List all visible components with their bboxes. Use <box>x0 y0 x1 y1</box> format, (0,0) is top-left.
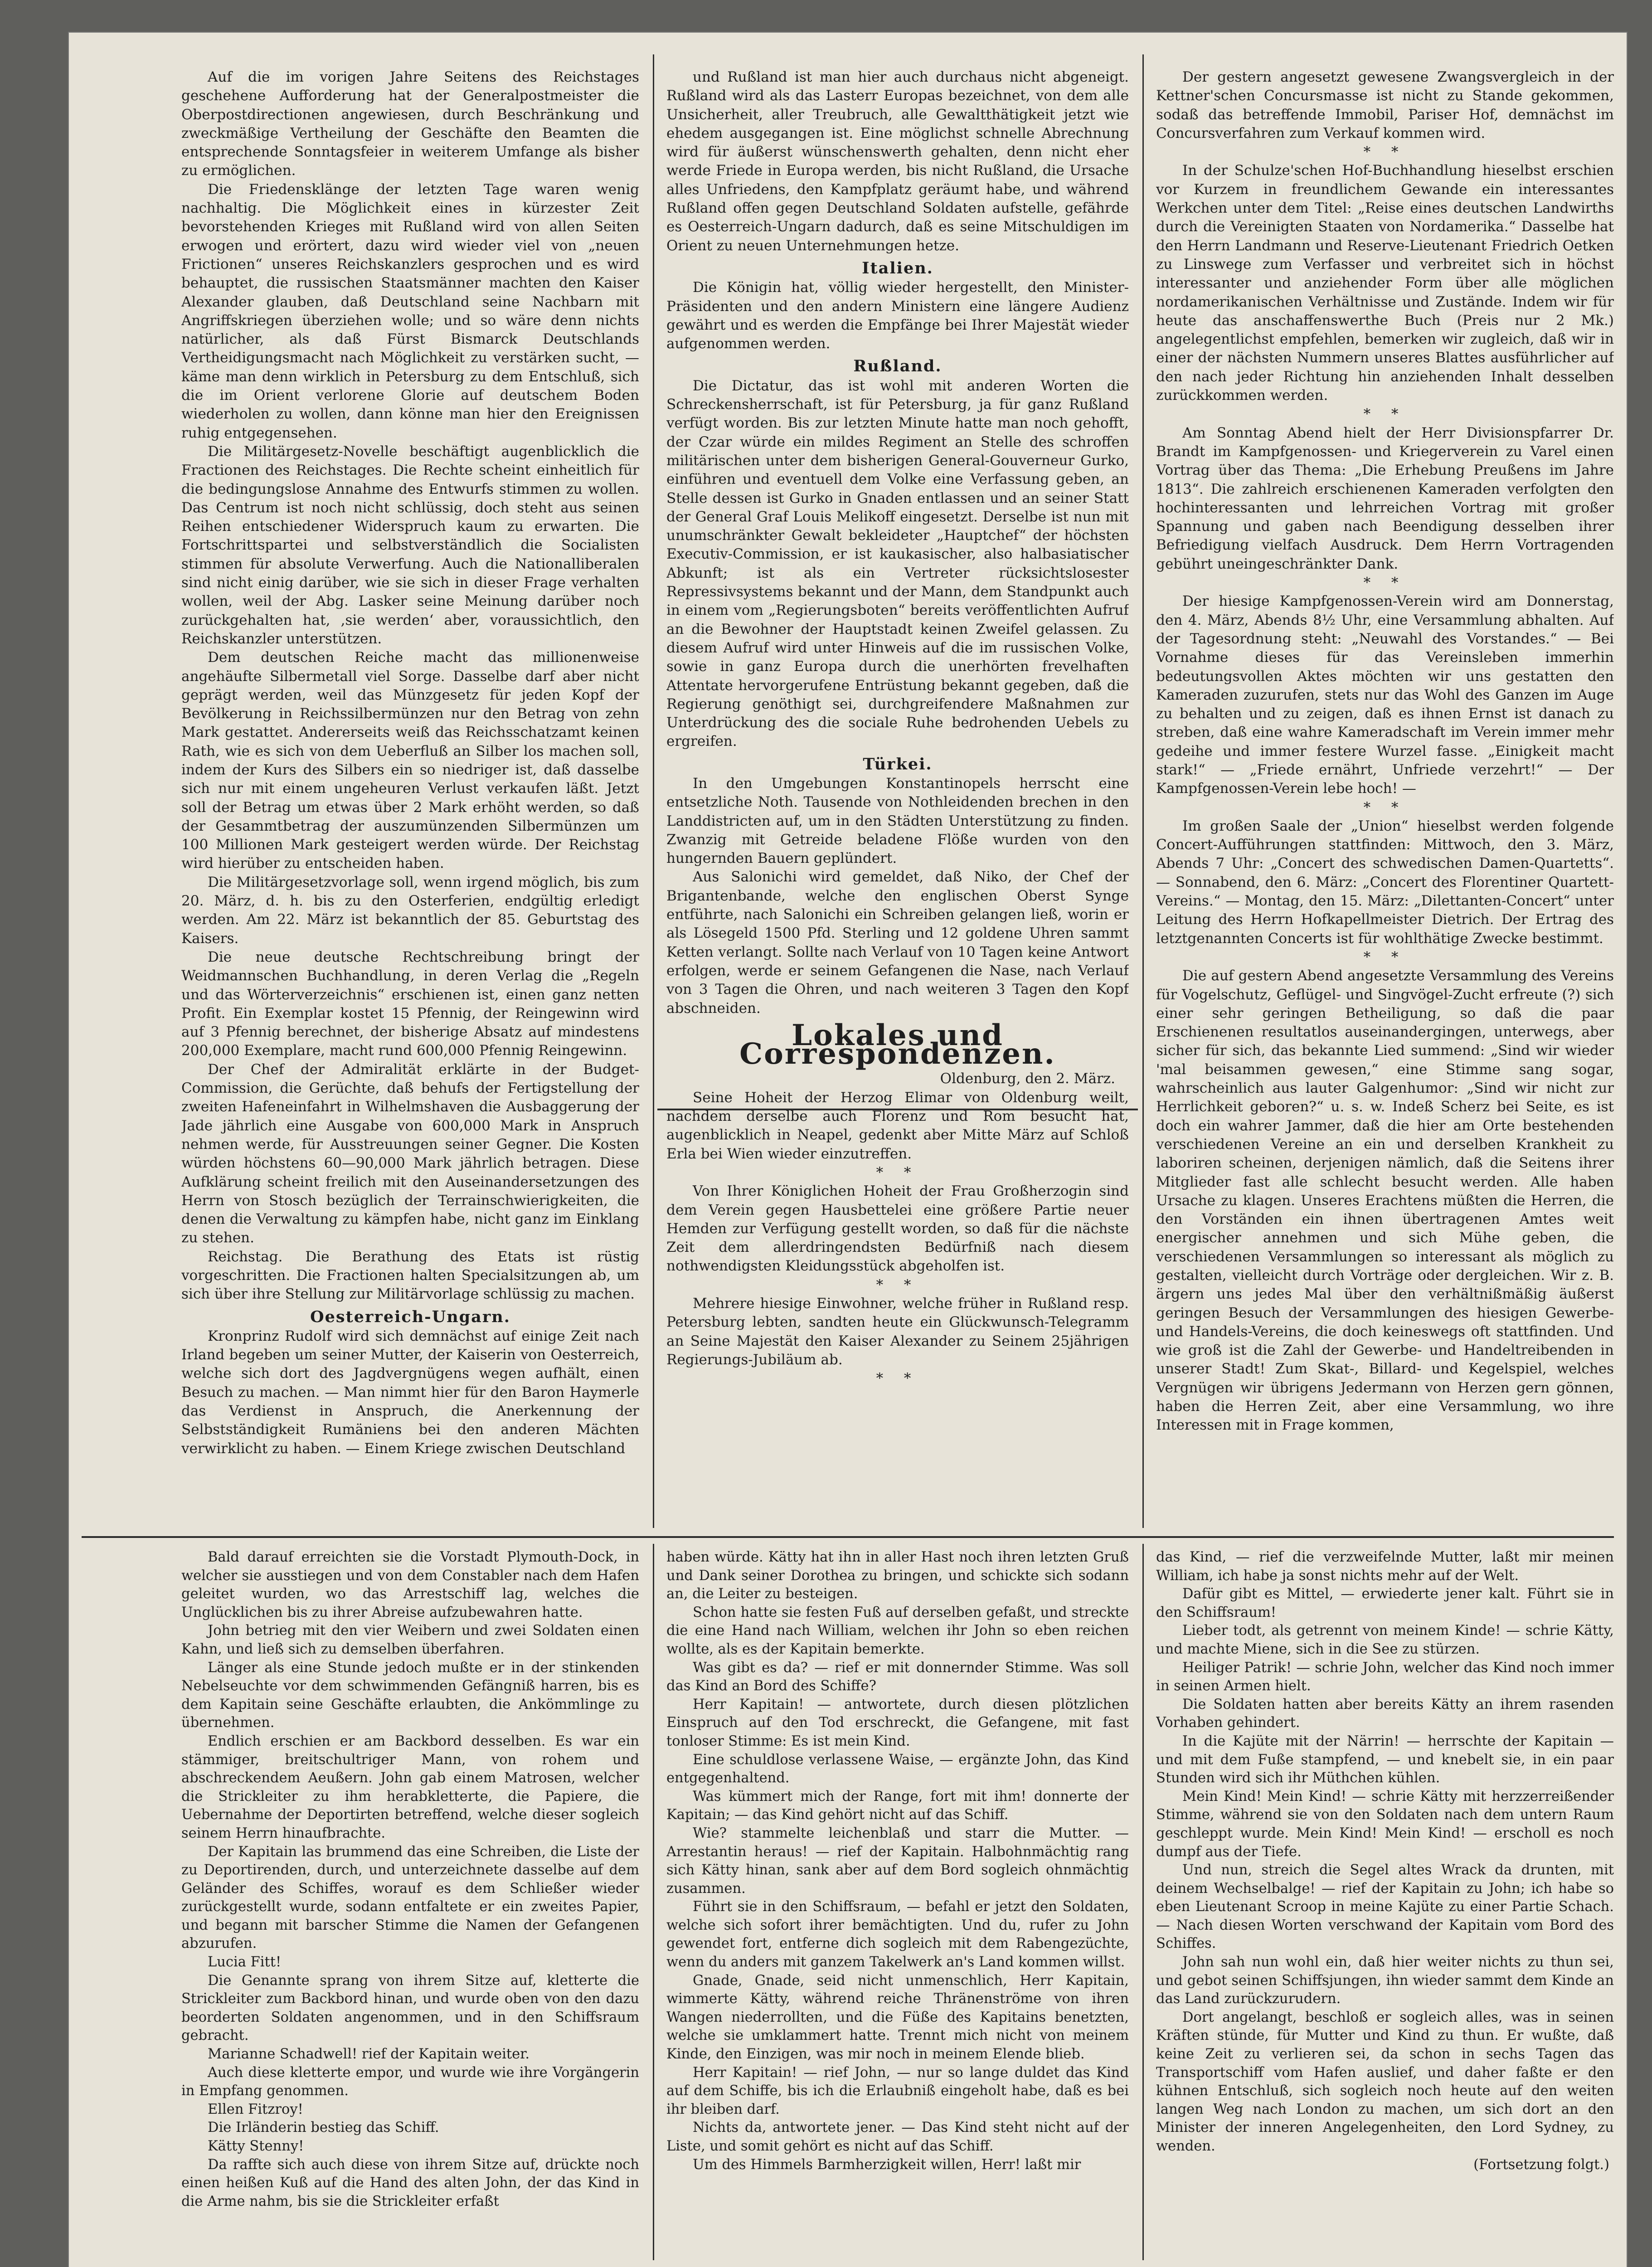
article-paragraph: Mehrere hiesige Einwohner, welche früher in Rußland resp. Petersburg lebten, sandten heute ein Glückwunsch-Telegramm an Seine Majestät den Kaiser Alexander zu Seinem 25jährigen Regierungs-Jubiläum ab. <box>666 1295 1129 1368</box>
article-paragraph: John sah nun wohl ein, daß hier weiter nichts zu thun sei, und gebot seinen Schiffsjungen, ihn wieder sammt dem Kinde an das Land zurückzurudern. <box>1156 1954 1614 2007</box>
article-paragraph: Die neue deutsche Rechtschreibung bringt der Weidmannschen Buchhandlung, in deren Verlag die „Regeln und das Wörterverzeichnis“ erschienen ist, einen ganz netten Profit. Ein Exemplar kostet 15 Pfennig, der Reingewinn wird auf 3 Pfennig berechnet, der bisherige Absatz auf mindestens 200,000 Exemplare, macht rund 600,000 Pfennig Reingewinn. <box>181 949 639 1059</box>
article-paragraph: Gnade, Gnade, seid nicht unmenschlich, Herr Kapitain, wimmerte Kätty, während reiche Thränenströme von ihren Wangen niederrollten, und die Füße des Kapitains benetzten, welche sie umklammert hatte. Trennt mich nicht von meinem Kinde, den Einzigen, was mir noch in meinem Elende blieb. <box>666 1972 1129 2063</box>
article-paragraph: Mein Kind! Mein Kind! — schrie Kätty mit herzzerreißender Stimme, während sie von den Soldaten nach dem untern Raum geschleppt wurde. Mein Kind! Mein Kind! — erscholl es noch dumpf aus der Tiefe. <box>1156 1788 1614 1860</box>
article-paragraph: haben würde. Kätty hat ihn in aller Hast noch ihren letzten Gruß und Dank seiner Dorothea zu bringen, und schickte sich sodann an, die Leiter zu besteigen. <box>666 1549 1129 1602</box>
article-paragraph: Am Sonntag Abend hielt der Herr Divisionspfarrer Dr. Brandt im Kampfgenossen- und Kriegerverein zu Varel einen Vortrag über das Thema: „Die Erhebung Preußens im Jahre 1813“. Die zahlreich erschienenen Kameraden verfolgten den hochinteressanten und lehrreichen Vortrag mit großer Spannung und gaben nach Beendigung desselben ihrer Befriedigung vielfach Ausdruck. Dem Herrn Vortragenden gebührt uneingeschränkter Dank. <box>1156 424 1614 572</box>
article-paragraph: Länger als eine Stunde jedoch mußte er in der stinkenden Nebelseuchte vor dem schwimmenden Gefängniß harren, bis es dem Kapitain seine Geschäfte erlaubten, die Ankömmlinge zu übernehmen. <box>181 1659 639 1731</box>
article-paragraph: Was kümmert mich der Range, fort mit ihm! donnerte der Kapitain; — das Kind gehört nicht auf das Schiff. <box>666 1788 1129 1823</box>
column-4 <box>181 1548 639 2265</box>
article-paragraph: In den Umgebungen Konstantinopels herrscht eine entsetzliche Noth. Tausende von Nothleidenden brechen in den Landdistricten auf, um in den Städten Unterstützung zu finden. Zwanzig mit Getreide beladene Flöße wurden von den hungernden Bauern geplündert. <box>666 775 1129 867</box>
article-paragraph: Herr Kapitain! — antwortete, durch diesen plötzlichen Einspruch auf den Tod erschreckt, die Gefangene, mit fast tonloser Stimme: Es ist mein Kind. <box>666 1696 1129 1749</box>
article-paragraph: Kätty Stenny! <box>208 2138 304 2154</box>
article-paragraph: Herr Kapitain! — rief John, — nur so lange duldet das Kind auf dem Schiffe, bis ich die Erlaubniß eingeholt habe, daß es bei ihr bleiben darf. <box>666 2064 1129 2117</box>
article-paragraph: Die Militärgesetz-Novelle beschäftigt augenblicklich die Fractionen des Reichstages. Die Rechte scheint einheitlich für die bedingungslose Annahme des Entwurfs stimmen zu wollen. Das Centrum ist noch nicht schlüssig, doch steht aus seinen Reihen entschiedener Widerspruch kaum zu erwarten. Die Fortschrittspartei und selbstverständlich die Socialisten stimmen für absolute Verwerfung. Auch die Nationalliberalen sind nicht einig darüber, wie sie sich in dieser Frage verhalten wollen, weil der Abg. Lasker seine Meinung darüber noch zurückgehalten hat, ,sie werden‘ aber, voraussichtlich, den Reichskanzler unterstützen. <box>181 443 639 647</box>
article-paragraph: Dort angelangt, beschloß er sogleich alles, was in seinen Kräften stünde, für Mutter und Kind zu thun. Er wußte, daß keine Zeit zu verlieren sei, da schon in sechs Tagen das Transportschiff vom Hafen auslief, und daher faßte er den kühnen Entschluß, sich sogleich noch heute auf den weiten langen Weg nach London zu machen, um sich dort an den Minister der inneren Angelegenheiten, den Lord Sydney, zu wenden. <box>1156 2009 1614 2154</box>
article-paragraph: Von Ihrer Königlichen Hoheit der Frau Großherzogin sind dem Verein gegen Hausbettelei eine größere Partie neuer Hemden zur Verfügung gestellt worden, so daß für die nächste Zeit dem allerdringendsten Bedürfniß nach diesem nothwendigsten Kleidungsstück abgeholfen ist. <box>666 1183 1129 1275</box>
column-6 <box>1156 1548 1614 2265</box>
section-heading: Italien. <box>862 258 933 277</box>
article-paragraph: Der Kapitain las brummend das eine Schreiben, die Liste der zu Deportirenden, durch, und unterzeichnete dasselbe auf dem Geländer des Schiffes, worauf es dem Schließer wieder zurückgestellt wurde, sodann entfaltete er ein zweites Papier, und begann mit barscher Stimme die Namen der Gefangenen abzurufen. <box>181 1844 639 1952</box>
column-rule <box>653 1544 654 2260</box>
column-rule <box>1142 1544 1144 2260</box>
article-paragraph: Die Irländerin bestieg das Schiff. <box>208 2120 439 2136</box>
article-paragraph: Lucia Fitt! <box>208 1954 282 1970</box>
column-5 <box>666 1548 1129 2265</box>
article-paragraph: Heiliger Patrik! — schrie John, welcher das Kind noch immer in seinen Armen hielt. <box>1156 1659 1614 1694</box>
separator-stars: * * <box>876 1370 919 1387</box>
separator-stars: * * <box>1363 949 1407 965</box>
article-paragraph: Die auf gestern Abend angesetzte Versammlung des Vereins für Vogelschutz, Geflügel- und Singvögel-Zucht erfreute (?) sich einer sehr geringen Betheiligung, so daß die paar Erschienenen resultatlos auseinandergingen, unterwegs, aber sicher für sich, das bekannte Lied summend: „Sind wir wieder 'mal beisammen gewesen,“ eine Stimme sang sogar, wahrscheinlich aus lauter Galgenhumor: „Sind wir nicht zur Herrlichkeit geboren?“ u. s. w. Indeß Scherz bei Seite, es ist doch ein wahrer Jammer, daß die hier am Orte bestehenden verschiedenen Vereine an ein und derselben Krankheit zu laboriren scheinen, derjenigen nämlich, daß die Seitens ihrer Mitglieder fast alle schlecht besucht werden. Alle haben Ursache zu klagen. Unseres Erachtens müßten die Herren, die den Vorständen ein ihnen übertragenen Amtes weit energischer annehmen und sich Mühe geben, die verschiedenen Versammlungen so interessant als möglich zu gestalten, vielleicht durch Vorträge oder dergleichen. Wir z. B. ärgern uns jedes Mal über den verhältnißmäßig äußerst geringen Besuch der Versammlungen des hiesigen Gewerbe- und Handels-Vereins, die doch keineswegs oft stattfinden. Und wie groß ist die Zahl der Gewerbe- und Handeltreibenden in unserer Stadt! Zum Skat-, Billard- und Kegelspiel, welches Vergnügen wir übrigens Jedermann von Herzen gern gönnen, haben die Herren Zeit, aber eine Versammlung, wo ihre Interessen mit in Frage kommen, <box>1156 968 1614 1434</box>
article-paragraph: Seine Hoheit der Herzog Elimar von Oldenburg weilt, nachdem derselbe auch Florenz und Rom besucht hat, augenblicklich in Neapel, gedenkt aber Mitte März auf Schloß Erla bei Wien wieder einzutreffen. <box>666 1089 1129 1162</box>
separator-stars: * * <box>1363 799 1407 816</box>
article-paragraph: Schon hatte sie festen Fuß auf derselben gefaßt, und streckte die eine Hand nach William, welchen ihr John so eben reichen wollte, als es der Kapitain bemerkte. <box>666 1604 1129 1657</box>
column-1 <box>181 68 639 1530</box>
separator-stars: * * <box>1363 406 1407 423</box>
section-rule <box>82 1536 1614 1538</box>
article-paragraph: Marianne Schadwell! rief der Kapitain weiter. <box>208 2046 530 2063</box>
article-paragraph: Die Dictatur, das ist wohl mit anderen Worten die Schreckensherrschaft, ist für Petersburg, ja für ganz Rußland verfügt worden. Bis zur letzten Minute hatte man noch gehofft, der Czar würde ein mildes Regiment an Stelle des schroffen militärischen unter dem bisherigen General-Gouverneur Gurko, einführen und eventuell dem Volke eine Verfassung geben, an Stelle dessen ist Gurko in Gnaden entlassen und an seiner Statt der General Graf Louis Melikoff eingesetzt. Derselbe ist nun mit unumschränkter Gewalt bekleideter „Hauptchef“ der höchsten Executiv-Commission, er ist kaukasischer, also halbasiatischer Abkunft; ist als ein Vertreter rücksichtslosester Repressivsystems bekannt und der Mann, dem Standpunkt auch in einem vom „Regierungsboten“ bereits veröffentlichten Aufruf an die Bewohner der Hauptstadt keinen Zweifel gelassen. Zu diesem Aufruf wird unter Hinweis auf die im russischen Volke, sowie in ganz Europa durch die unerhörten frevelhaften Attentate hervorgerufene Entrüstung bekannt gegeben, daß die Regierung genöthigt sei, durchgreifendere Maßnahmen zur Unterdrückung des die sociale Ruhe bedrohenden Uebels zu ergreifen. <box>666 377 1129 750</box>
article-paragraph: Dem deutschen Reiche macht das millionenweise angehäufte Silbermetall viel Sorge. Dasselbe darf aber nicht geprägt werden, weil das Münzgesetz für jeden Kopf der Bevölkerung in Reichssilbermünzen nur den Betrag von zehn Mark gestattet. Andererseits weiß das Reichsschatzamt keinen Rath, wie es sich von dem Ueberfluß an Silber los machen soll, indem der Kurs des Silbers ein so niedriger ist, daß dasselbe sich nur mit einem ungeheuren Verlust verkaufen läßt. Jetzt soll der Betrag um etwas über 2 Mark erhöht werden, so daß der Gesammtbetrag der auszumünzenden Silbermünzen um 100 Millionen Mark gesteigert werden würde. Der Reichstag wird hierüber zu entscheiden haben. <box>181 649 639 872</box>
section-heading: Rußland. <box>853 357 942 376</box>
section-title: Lokales und Correspondenzen. <box>739 1018 1056 1071</box>
article-paragraph: Der hiesige Kampfgenossen-Verein wird am Donnerstag, den 4. März, Abends 8½ Uhr, eine Versammlung abhalten. Auf der Tagesordnung steht: „Neuwahl des Vorstandes.“ — Bei Vornahme dieses für das Vereinsleben immerhin bedeutungsvollen Aktes möchten wir uns gestatten den Kameraden zuzurufen, stets nur das Wohl des Ganzen im Auge zu behalten und zu zeigen, daß es ihnen Ernst ist danach zu streben, daß eine wahre Kameradschaft im Verein immer mehr gedeihe und immer festere Wurzel fasse. „Einigkeit macht stark!“ — „Friede ernährt, Unfriede verzehrt!“ — Der Kampfgenossen-Verein lebe hoch! — <box>1156 593 1614 797</box>
article-paragraph: Führt sie in den Schiffsraum, — befahl er jetzt den Soldaten, welche sich sofort ihrer bemächtigten. Und du, rufer zu John gewendet fort, entferne dich sogleich mit dem Rabengezüchte, wenn du anders mit ganzem Takelwerk an's Land kommen willst. <box>666 1899 1129 1970</box>
article-paragraph: In der Schulze'schen Hof-Buchhandlung hieselbst erschien vor Kurzem in freundlichem Gewande ein interessantes Werkchen unter dem Titel: „Reise eines deutschen Landwirths durch die Vereinigten Staaten von Nordamerika.“ Dasselbe hat den Herrn Landmann und Reserve-Lieutenant Friedrich Oetken zu Linswege zum Verfasser und verbreitet sich in höchst interessanter und anziehender Form über alle möglichen nordamerikanischen Verhältnisse und Zustände. Indem wir für heute das anschaffenswerthe Buch (Preis nur 2 Mk.) angelegentlichst empfehlen, bemerken wir zugleich, daß wir in einer der nächsten Nummern unseres Blattes ausführlicher auf den nach jeder Richtung hin anziehenden Inhalt desselben zurückkommen werden. <box>1156 162 1614 404</box>
article-paragraph: Da raffte sich auch diese von ihrem Sitze auf, drückte noch einen heißen Kuß auf die Hand des alten John, der das Kind in die Arme nahm, bis sie die Strickleiter erfaßt <box>181 2156 639 2209</box>
column-3 <box>1156 68 1614 1530</box>
article-paragraph: Die Königin hat, völlig wieder hergestellt, den Minister-Präsidenten und den andern Ministern eine längere Audienz gewährt und es werden die Empfänge bei Ihrer Majestät wieder aufgenommen werden. <box>666 279 1129 352</box>
column-rule <box>1142 54 1144 1528</box>
article-paragraph: Reichstag. Die Berathung des Etats ist rüstig vorgeschritten. Die Fractionen halten Specialsitzungen ab, um sich über ihre Stellung zur Militärvorlage schlüssig zu machen. <box>181 1248 639 1303</box>
article-paragraph: Eine schuldlose verlassene Waise, — ergänzte John, das Kind entgegenhaltend. <box>666 1751 1129 1786</box>
article-paragraph: Die Militärgesetzvorlage soll, wenn irgend möglich, bis zum 20. März, d. h. bis zu den Osterferien, endgültig erledigt werden. Am 22. März ist bekanntlich der 85. Geburtstag des Kaisers. <box>181 874 639 947</box>
article-paragraph: Und nun, streich die Segel altes Wrack da drunten, mit deinem Wechselbalge! — rief der Kapitain zu John; ich habe so eben Lieutenant Scroop in meine Kajüte zu einer Partie Schach. — Nach diesen Worten verschwand der Kapitain vom Bord des Schiffes. <box>1156 1862 1614 1952</box>
article-paragraph: Um des Himmels Barmherzigkeit willen, Herr! laßt mir <box>693 2156 1081 2173</box>
section-heading: Türkei. <box>863 754 933 774</box>
article-paragraph: Nichts da, antwortete jener. — Das Kind steht nicht auf der Liste, und somit gehört es nicht auf das Schiff. <box>666 2120 1129 2154</box>
dateline: Oldenburg, den 2. März. <box>940 1070 1115 1087</box>
column-rule <box>653 54 654 1528</box>
article-paragraph: Wie? stammelte leichenblaß und starr die Mutter. — Arrestantin heraus! — rief der Kapitain. Halbohnmächtig rang sich Kätty hinan, sank aber auf dem Bord sogleich ohnmächtig zusammen. <box>666 1825 1129 1897</box>
section-heading: Oesterreich-Ungarn. <box>310 1307 510 1326</box>
article-paragraph: Die Soldaten hatten aber bereits Kätty an ihrem rasenden Vorhaben gehindert. <box>1156 1696 1614 1731</box>
article-paragraph: Dafür gibt es Mittel, — erwiederte jener kalt. Führt sie in den Schiffsraum! <box>1156 1586 1614 1620</box>
article-paragraph: Der gestern angesetzt gewesene Zwangsvergleich in der Kettner'schen Concursmasse ist nicht zu Stande gekommen, sodaß das betreffende Immobil, Pariser Hof, demnächst im Concursverfahren zum Verkauf kommen wird. <box>1156 69 1614 141</box>
separator-stars: * * <box>1363 574 1407 591</box>
article-paragraph: Ellen Fitzroy! <box>208 2101 303 2117</box>
article-paragraph: Bald darauf erreichten sie die Vorstadt Plymouth-Dock, in welcher sie ausstiegen und von dem Constabler nach dem Hafen geleitet wurden, wo das Arrestschiff lag, welches die Unglücklichen bis zu ihrer Abreise aufzubewahren hatte. <box>181 1549 639 1620</box>
article-paragraph: Lieber todt, als getrennt von meinem Kinde! — schrie Kätty, und machte Miene, sich in die See zu stürzen. <box>1156 1623 1614 1657</box>
continuation-note: (Fortsetzung folgt.) <box>1473 2156 1609 2173</box>
article-paragraph: Kronprinz Rudolf wird sich demnächst auf einige Zeit nach Irland begeben um seiner Mutter, der Kaiserin von Oesterreich, welche sich dort des Jagdvergnügens wegen aufhält, einen Besuch zu machen. — Man nimmt hier für den Baron Haymerle das Verdienst in Anspruch, die Anerkennung der Selbstständigkeit Rumäniens bei den anderen Mächten verwirklicht zu haben. — Einem Kriege zwischen Deutschland <box>181 1328 639 1457</box>
article-paragraph: Endlich erschien er am Backbord desselben. Es war ein stämmiger, breitschultriger Mann, von rohem und abschreckendem Aeußern. John gab einem Matrosen, welcher die Strickleiter zu ihm herabkletterte, die Papiere, die Uebernahme der Deportirten betreffend, welche dieser sogleich seinem Herrn hinaufbrachte. <box>181 1733 639 1841</box>
article-paragraph: John betrieg mit den vier Weibern und zwei Soldaten einen Kahn, und ließ sich zu demselben überfahren. <box>181 1623 639 1657</box>
article-paragraph: Die Friedensklänge der letzten Tage waren wenig nachhaltig. Die Möglichkeit eines in kürzester Zeit bevorstehenden Krieges mit Rußland wird von allen Seiten erwogen und erörtert, dazu wird wieder viel von „neuen Frictionen“ unseres Reichskanzlers gesprochen und es wird behauptet, die russischen Staatsmänner machten den Kaiser Alexander glauben, daß Deutschland seine Nachbarn mit Angriffskriegen überziehen wolle; und so wäre denn nichts natürlicher, als daß Fürst Bismarck Deutschlands Vertheidigungsmacht nach Möglichkeit zu verstärken sucht, — käme man denn wirklich in Petersburg zu dem Entschluß, sich die im Orient verlorene Glorie auf deutschem Boden wiederholen zu wollen, dann könne man hier den Ereignissen ruhig entgegensehen. <box>181 181 639 441</box>
column-2 <box>666 68 1129 1530</box>
article-paragraph: Aus Salonichi wird gemeldet, daß Niko, der Chef der Brigantenbande, welche den englischen Oberst Synge entführte, nach Salonichi ein Schreiben gelangen ließ, worin er als Lösegeld 1500 Pfd. Sterling und 12 goldene Uhren sammt Ketten verlangt. Sollte nach Verlauf von 10 Tagen keine Antwort erfolgen, werde er seinem Gefangenen die Nase, nach Verlauf von 3 Tagen die Ohren, und nach weiteren 3 Tagen den Kopf abschneiden. <box>666 869 1129 1017</box>
article-paragraph: das Kind, — rief die verzweifelnde Mutter, laßt mir meinen William, ich habe ja sonst nichts mehr auf der Welt. <box>1156 1549 1614 1584</box>
article-paragraph: Was gibt es da? — rief er mit donnernder Stimme. Was soll das Kind an Bord des Schiffe? <box>666 1659 1129 1694</box>
article-paragraph: Auch diese kletterte empor, und wurde wie ihre Vorgängerin in Empfang genommen. <box>181 2064 639 2099</box>
separator-stars: * * <box>1363 144 1407 161</box>
newspaper-page <box>68 32 1628 2267</box>
article-paragraph: und Rußland ist man hier auch durchaus nicht abgeneigt. Rußland wird als das Lasterr Europas bezeichnet, von dem alle Unsicherheit, aller Treubruch, alle Gewaltthätigkeit jetzt wie ehedem ausgegangen ist. Eine möglichst schnelle Abrechnung wird für äußerst wünschenswerth gehalten, denn nicht eher werde Friede in Europa werden, bis nicht Rußland, die Ursache alles Unfriedens, den Kampfplatz geräumt habe, und während Rußland offen gegen Deutschland Soldaten aufstelle, gefährde es Oesterreich-Ungarn dadurch, daß es seine Mitschuldigen im Orient zu neuen Unternehmungen hetze. <box>666 69 1129 254</box>
article-paragraph: Auf die im vorigen Jahre Seitens des Reichstages geschehene Aufforderung hat der Generalpostmeister die Oberpostdirectionen angewiesen, durch Beschränkung und zweckmäßige Vertheilung der Geschäfte den Beamten die entsprechende Sonntagsfeier in weiterem Umfange als bisher zu ermöglichen. <box>181 69 639 179</box>
article-paragraph: In die Kajüte mit der Närrin! — herrschte der Kapitain — und mit dem Fuße stampfend, — und knebelt sie, in ein paar Stunden wird sich ihr Müthchen kühlen. <box>1156 1733 1614 1786</box>
article-paragraph: Die Genannte sprang von ihrem Sitze auf, kletterte die Strickleiter zum Backbord hinan, und wurde oben von den dazu beorderten Soldaten angenommen, und in den Schiffsraum gebracht. <box>181 1972 639 2044</box>
separator-stars: * * <box>876 1164 919 1181</box>
article-paragraph: Im großen Saale der „Union“ hieselbst werden folgende Concert-Aufführungen stattfinden: Mittwoch, den 3. März, Abends 7 Uhr: „Concert des schwedischen Damen-Quartetts“. — Sonnabend, den 6. März: „Concert des Florentiner Quartett-Vereins.“ — Montag, den 15. März: „Dilettanten-Concert“ unter Leitung des Herrn Hofkapellmeister Dietrich. Der Ertrag des letztgenannten Concerts ist für wohlthätige Zwecke bestimmt. <box>1156 817 1614 947</box>
article-paragraph: Der Chef der Admiralität erklärte in der Budget-Commission, die Gerüchte, daß behufs der Fertigstellung der zweiten Hafeneinfahrt in Wilhelmshaven die Ausbaggerung der Jade jährlich eine Ausgabe von 600,000 Mark in Anspruch nehmen werde, für Ausstreuungen seiner Gegner. Die Kosten würden höchstens 60—90,000 Mark jährlich betragen. Diese Aufklärung scheint freilich mit den Auseinandersetzungen des Herrn von Stosch bezüglich der Terrainschwierigkeiten, die denen die Verwaltung zu kämpfen habe, nicht ganz im Einklang zu stehen. <box>181 1061 639 1246</box>
separator-stars: * * <box>876 1276 919 1293</box>
